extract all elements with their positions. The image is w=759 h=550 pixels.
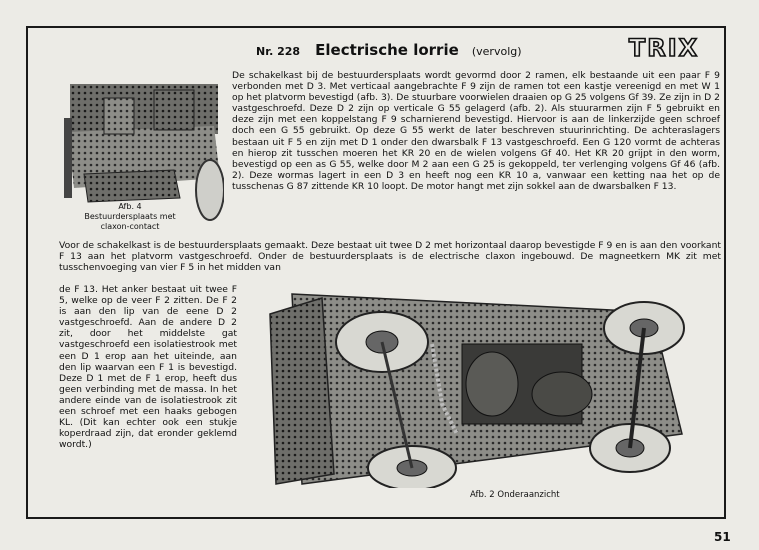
caption-afb4-label: Afb. 4 bbox=[118, 202, 142, 211]
logo-text: TRIX bbox=[628, 34, 700, 62]
page-number: 51 bbox=[714, 530, 731, 544]
caption-afb4 bbox=[70, 202, 190, 232]
trix-logo bbox=[614, 34, 714, 62]
photo-afb2-underside-view bbox=[262, 284, 692, 488]
paragraph-anker: de F 13. Het anker bestaat uit twee F 5, welke op de veer F 2 zitten. De F 2 is aan den lip van de eene D 2 vastgeschroefd. Aan de andere D 2 zit, door het middelste gat vastgeschroefd een isolatiestrook met een D 1 erop aan het uiteinde, aan den lip waarvan een F 1 is bevestigd. Deze D 1 met de F 1 erop, heeft dus geen verbinding met de massa. In het andere einde van de isolatiestrook zit een schroef met een haaks gebogen KL. (Dit kan echter ook een stukje koperdraad zijn, dat eronder geklemd wordt.) bbox=[59, 284, 237, 451]
page-header bbox=[256, 40, 522, 64]
page-subtitle: (vervolg) bbox=[471, 45, 522, 58]
paragraph-schakelkast: De schakelkast bij de bestuurdersplaats wordt gevormd door 2 ramen, elk bestaande uit een paar F 9 verbonden met D 3. Met verticaal aangebrachte F 9 zijn de ramen tot een kastje vereenigd en met W 1 op het platvorm bevestigd (afb. 3). De stuurbare voorwielen draaien op G 25 volgens Gf 39. Ze zijn in D 2 vastgeschroefd. Deze D 2 zijn op verticale G 55 gelagerd (afb. 2). Als stuurarmen zijn F 5 gebruikt en deze zijn met een koppelstang F 9 scharnierend bevestigd. Hiervoor is aan de linkerzijde geen schroef doch een G 55 gebruikt. Op deze G 55 werkt de later beschreven stuurinrichting. De achteraslagers bestaan uit F 5 en zijn met D 1 onder den dwarsbalk F 13 vastgeschroefd. Een G 120 vormt de achteras en hierop zit tusschen moeren het KR 20 en de wielen volgens Gf 40. Het KR 20 grijpt in den worm, bevestigd op een as G 55, welke door M 2 aan een G 25 is gekoppeld, ter verlenging volgens Gf 46 (afb. 2). Deze wormas lagert in een D 3 en heeft nog een KR 10 a, vanwaar een ketting naa het op de tusschenas G 87 zittende KR 10 loopt. De motor hangt met zijn sokkel aan de dwarsbalken F 13. bbox=[232, 70, 720, 192]
paragraph-bestuurdersplaats: Voor de schakelkast is de bestuurdersplaats gemaakt. Deze bestaat uit twee D 2 met horizontaal daarop bevestigde F 9 en is aan den voorkant F 13 aan het platvorm vastgeschroefd. Onder de bestuurdersplaats is de electrische claxon ingebouwd. De magneetkern MK zit met tusschenvoeging van vier F 5 in het midden van bbox=[59, 240, 721, 274]
page-title: Electrische lorrie bbox=[315, 41, 459, 59]
caption-afb4-text: Bestuurdersplaats met claxon-contact bbox=[84, 212, 176, 231]
caption-afb2: Afb. 2 Onderaanzicht bbox=[470, 490, 560, 500]
model-number: Nr. 228 bbox=[256, 45, 301, 58]
